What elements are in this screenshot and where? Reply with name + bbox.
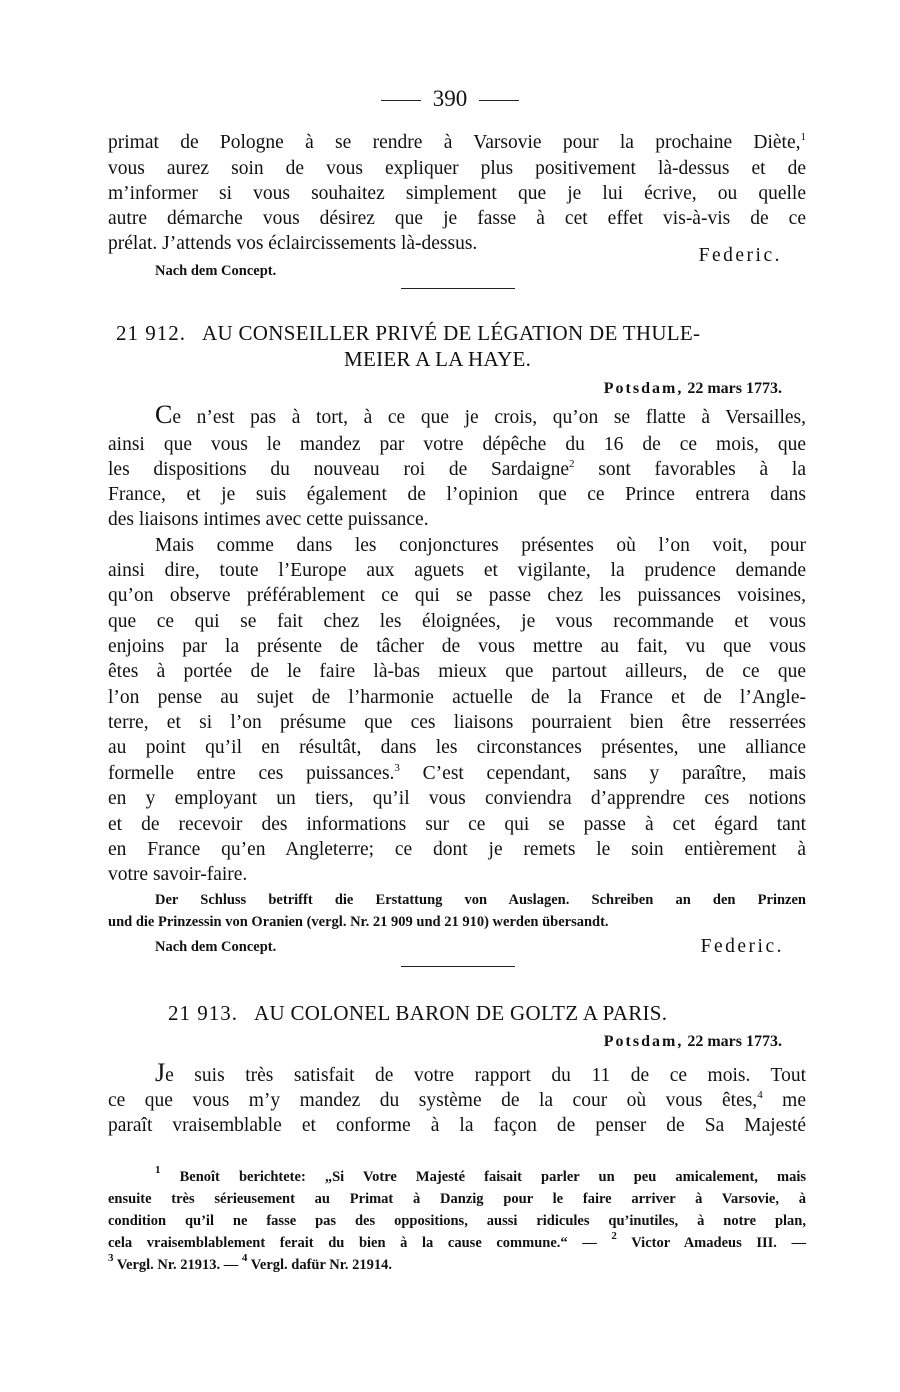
letter-body-line: formelle entre ces puissances.$^3$ C’est cependant, sans y paraître, mais bbox=[108, 762, 806, 784]
letter-body-line: ainsi que vous le mandez par votre dépêche du 16 de ce mois, que bbox=[108, 434, 806, 455]
footnote-marker: 2 bbox=[569, 458, 575, 470]
header-rule-left bbox=[381, 100, 421, 101]
letter-body-line: des liaisons intimes avec cette puissance. bbox=[108, 509, 429, 530]
letter-body-line: Ce n’est pas à tort, à ce que je crois, qu’on se flatte à Versailles, bbox=[155, 400, 806, 429]
footnote-marker: 3 bbox=[394, 762, 400, 774]
source-note: Nach dem Concept. bbox=[155, 263, 277, 279]
letter-heading-continued: MEIER A LA HAYE. bbox=[344, 347, 532, 371]
footnote-line: ensuite très sérieusement au Primat à Danzig pour le faire arriver à Varsovie, à bbox=[108, 1191, 806, 1207]
footnote-marker: 4 bbox=[757, 1089, 763, 1101]
letter-body-line: êtes à portée de le faire là-bas mieux que partout ailleurs, de ce que bbox=[108, 661, 806, 682]
section-divider bbox=[401, 288, 515, 289]
letter-body-line: en y employant un tiers, qu’il vous conviendra d’apprendre ces notions bbox=[108, 788, 806, 809]
letter-body-line: enjoins par la présente de tâcher de vous mettre au fait, vu que vous bbox=[108, 636, 806, 657]
letter-body-line: qu’on observe préférablement ce qui se passe chez les puissances voisines, bbox=[108, 585, 806, 606]
footnote-line: condition qu’il ne fasse pas des oppositions, aussi ridicules qu’inutiles, à notre plan, bbox=[108, 1213, 806, 1229]
letter-body-line: votre savoir-faire. bbox=[108, 864, 248, 885]
letter-heading: 21 912. AU CONSEILLER PRIVÉ DE LÉGATION DE THULE- bbox=[116, 321, 701, 345]
carryover-line-4: autre démarche vous désirez que je fasse à cet effet vis-à-vis de ce bbox=[108, 208, 806, 229]
letter-body-line: les dispositions du nouveau roi de Sardaigne$^2$ sont favorables à la bbox=[108, 458, 806, 480]
letter-body-line: ce que vous m’y mandez du système de la cour où vous êtes,$^4$ me bbox=[108, 1089, 806, 1111]
letter-body-line: terre, et si l’on présume que ces liaisons pourraient bien être resserrées bbox=[108, 712, 806, 733]
footnote-line: $^3$ Vergl. Nr. 21913. — $^4$ Vergl. dafür Nr. 21914. bbox=[108, 1252, 392, 1273]
page-number: 390 bbox=[432, 86, 468, 111]
drop-initial: J bbox=[155, 1058, 166, 1087]
letter-dateline: Potsdam, 22 mars 1773. bbox=[603, 1033, 782, 1050]
letter-number: 21 912. bbox=[116, 321, 186, 345]
carryover-line-1: primat de Pologne à se rendre à Varsovie pour la prochaine Diète,$^1$ bbox=[108, 131, 806, 153]
letter-body-line: que ce qui se fait chez les éloignées, je vous recommande et vous bbox=[108, 611, 806, 632]
section-divider bbox=[401, 966, 515, 967]
letter-body-line: Je suis très satisfait de votre rapport du 11 de ce mois. Tout bbox=[155, 1058, 806, 1087]
letter-body-line: Mais comme dans les conjonctures présentes où l’on voit, pour bbox=[155, 535, 806, 556]
carryover-line-5: prélat. J’attends vos éclaircissements là-dessus. bbox=[108, 233, 478, 254]
letter-body-line: l’on pense au sujet de l’harmonie actuelle de la France et de l’Angle- bbox=[108, 687, 806, 708]
editor-note-line: und die Prinzessin von Oranien (vergl. Nr. 21 909 und 21 910) werden übersandt. bbox=[108, 914, 609, 930]
letter-heading: 21 913. AU COLONEL BARON DE GOLTZ A PARIS. bbox=[168, 1001, 668, 1025]
drop-initial: C bbox=[155, 400, 173, 429]
footnote-marker: 1 bbox=[800, 131, 806, 143]
letter-body-line: ainsi dire, toute l’Europe aux aguets et vigilante, la prudence demande bbox=[108, 560, 806, 581]
letter-body-line: paraît vraisemblable et conforme à la façon de penser de Sa Majesté bbox=[108, 1115, 806, 1136]
page-number-header bbox=[0, 86, 900, 112]
letter-body-line: France, et je suis également de l’opinion que ce Prince entrera dans bbox=[108, 484, 806, 505]
signature: Federic. bbox=[698, 245, 782, 266]
footnote-line: $^1$ Benoît berichtete: „Si Votre Majesté faisait parler un peu amicalement, mais bbox=[155, 1164, 806, 1185]
editor-note-line: Der Schluss betrifft die Erstattung von Auslagen. Schreiben an den Prinzen bbox=[155, 892, 806, 908]
letter-dateline: Potsdam, 22 mars 1773. bbox=[603, 380, 782, 397]
letter-body-line: en France qu’en Angleterre; ce dont je remets le soin entièrement à bbox=[108, 839, 806, 860]
carryover-line-2: vous aurez soin de vous expliquer plus positivement là-dessus et de bbox=[108, 158, 806, 179]
carryover-line-3: m’informer si vous souhaitez simplement que je lui écrive, ou quelle bbox=[108, 183, 806, 204]
footnote-line: cela vraisemblablement ferait du bien à la cause commune.“ — $^2$ Victor Amadeus III. — bbox=[108, 1230, 807, 1251]
signature: Federic. bbox=[700, 936, 784, 957]
letter-number: 21 913. bbox=[168, 1001, 238, 1025]
header-rule-right bbox=[479, 100, 519, 101]
letter-body-line: au point qu’il en résultât, dans les circonstances présentes, une alliance bbox=[108, 737, 806, 758]
letter-body-line: et de recevoir des informations sur ce qui se passe à cet égard tant bbox=[108, 814, 806, 835]
source-note: Nach dem Concept. bbox=[155, 939, 277, 955]
